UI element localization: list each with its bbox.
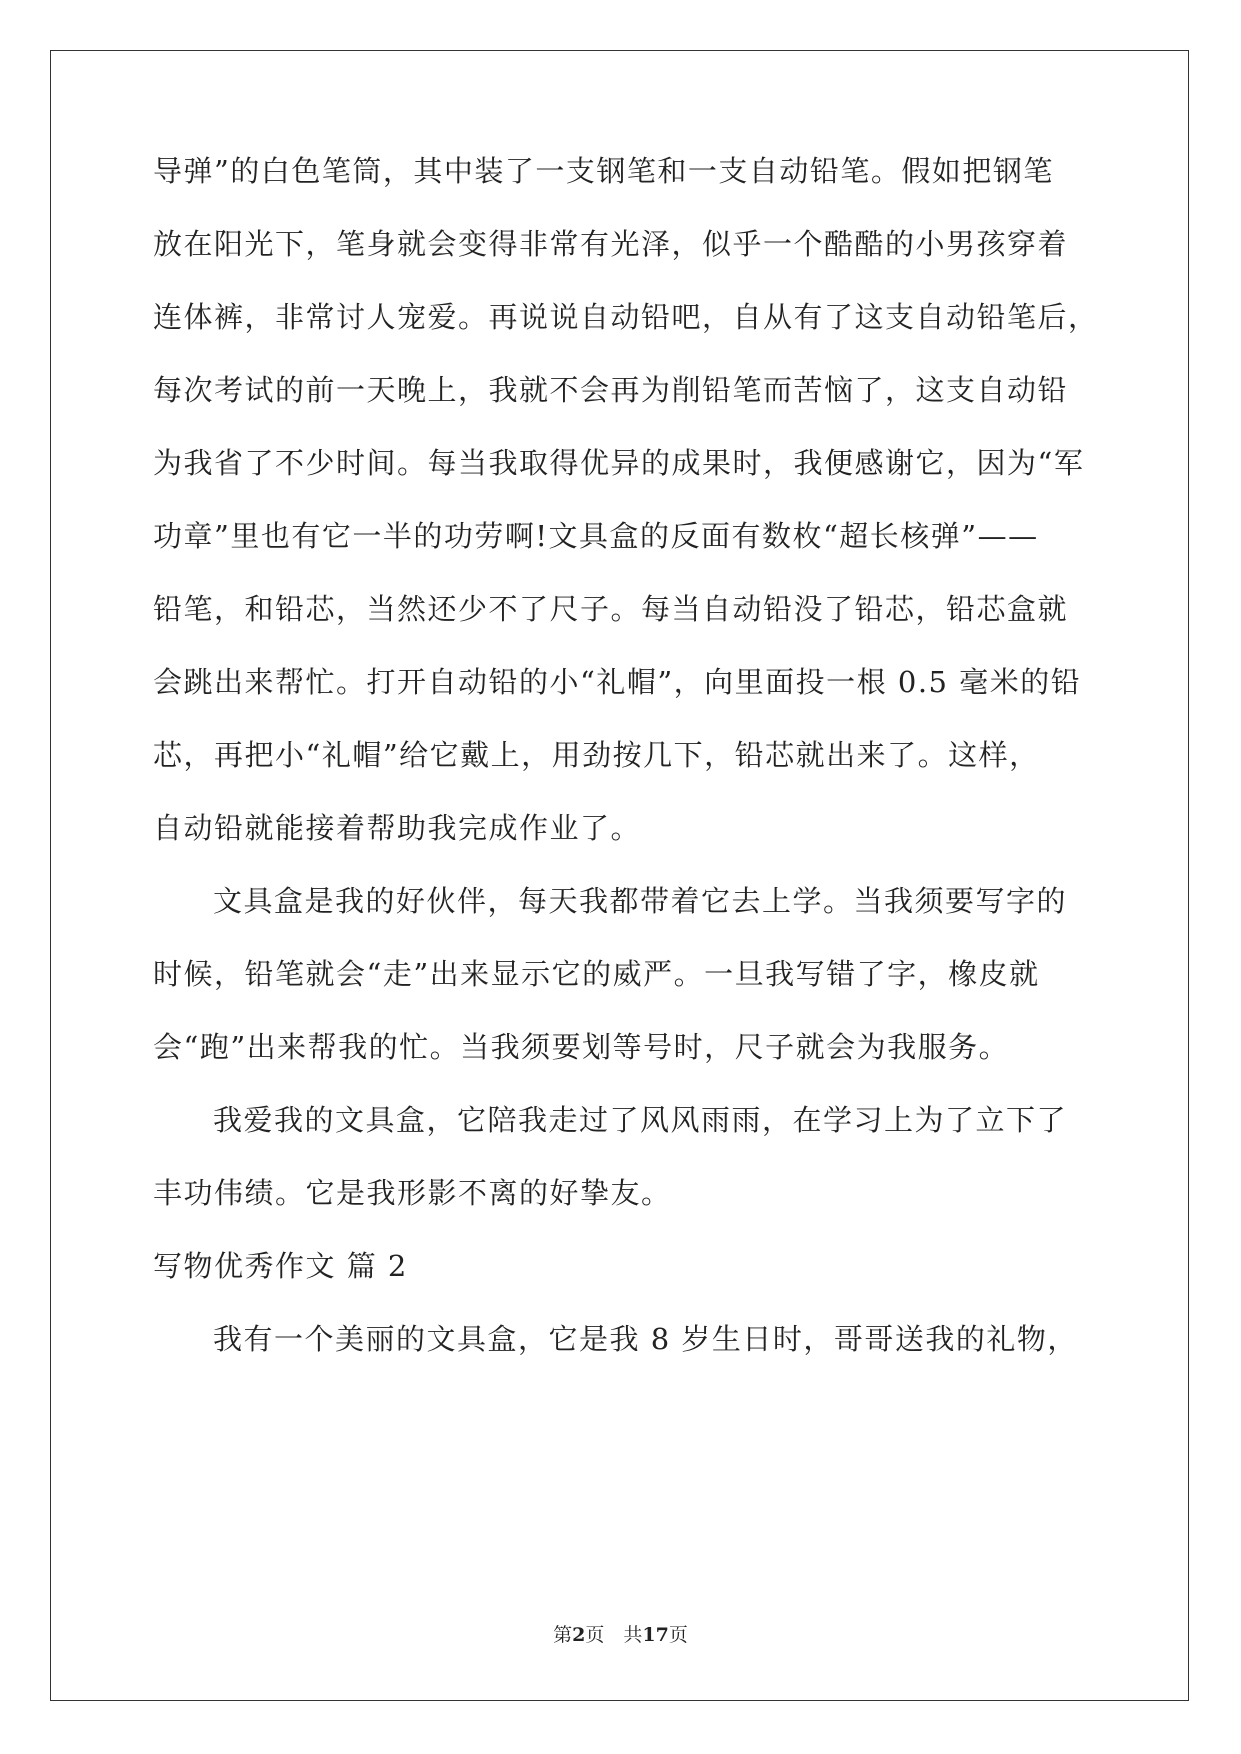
footer-total-pages: 17 — [642, 1624, 669, 1646]
paragraph-line: 为我省了不少时间。每当我取得优异的成果时，我便感谢它，因为“军 — [153, 446, 1085, 480]
page-footer — [0, 1623, 1241, 1647]
footer-page-number: 2 — [572, 1624, 586, 1646]
paragraph-line: 丰功伟绩。它是我形影不离的好挚友。 — [153, 1176, 672, 1210]
footer-prefix: 第 — [553, 1624, 573, 1646]
page-frame — [50, 50, 1189, 1701]
paragraph-line: 时候，铅笔就会“走”出来显示它的威严。一旦我写错了字，橡皮就 — [153, 957, 1040, 991]
paragraph-line: 我有一个美丽的文具盒，它是我 8 岁生日时，哥哥送我的礼物， — [213, 1322, 1078, 1356]
paragraph-line: 连体裤，非常讨人宠爱。再说说自动铅吧，自从有了这支自动铅笔后， — [153, 300, 1099, 334]
paragraph-line: 我爱我的文具盒，它陪我走过了风风雨雨，在学习上为了立下了 — [213, 1103, 1068, 1137]
section-heading: 写物优秀作文 篇 2 — [153, 1249, 408, 1283]
paragraph-line: 放在阳光下，笔身就会变得非常有光泽，似乎一个酷酷的小男孩穿着 — [153, 227, 1069, 261]
paragraph-line: 芯，再把小“礼帽”给它戴上，用劲按几下，铅芯就出来了。这样， — [153, 738, 1040, 772]
footer-middle: 页 共 — [585, 1624, 643, 1646]
footer-suffix: 页 — [668, 1624, 688, 1646]
paragraph-line: 铅笔，和铅芯，当然还少不了尺子。每当自动铅没了铅芯，铅芯盒就 — [153, 592, 1069, 626]
paragraph-line: 自动铅就能接着帮助我完成作业了。 — [153, 811, 642, 845]
paragraph-line: 会“跑”出来帮我的忙。当我须要划等号时，尺子就会为我服务。 — [153, 1030, 1010, 1064]
paragraph-line: 每次考试的前一天晚上，我就不会再为削铅笔而苦恼了，这支自动铅 — [153, 373, 1069, 407]
paragraph-line: 文具盒是我的好伙伴，每天我都带着它去上学。当我须要写字的 — [213, 884, 1068, 918]
paragraph-line: 导弹”的白色笔筒，其中装了一支钢笔和一支自动铅笔。假如把钢笔 — [153, 154, 1054, 188]
paragraph-line: 功章”里也有它一半的功劳啊!文具盒的反面有数枚“超长核弹”—— — [153, 519, 1039, 553]
paragraph-line: 会跳出来帮忙。打开自动铅的小“礼帽”，向里面投一根 0.5 毫米的铅 — [153, 665, 1082, 699]
